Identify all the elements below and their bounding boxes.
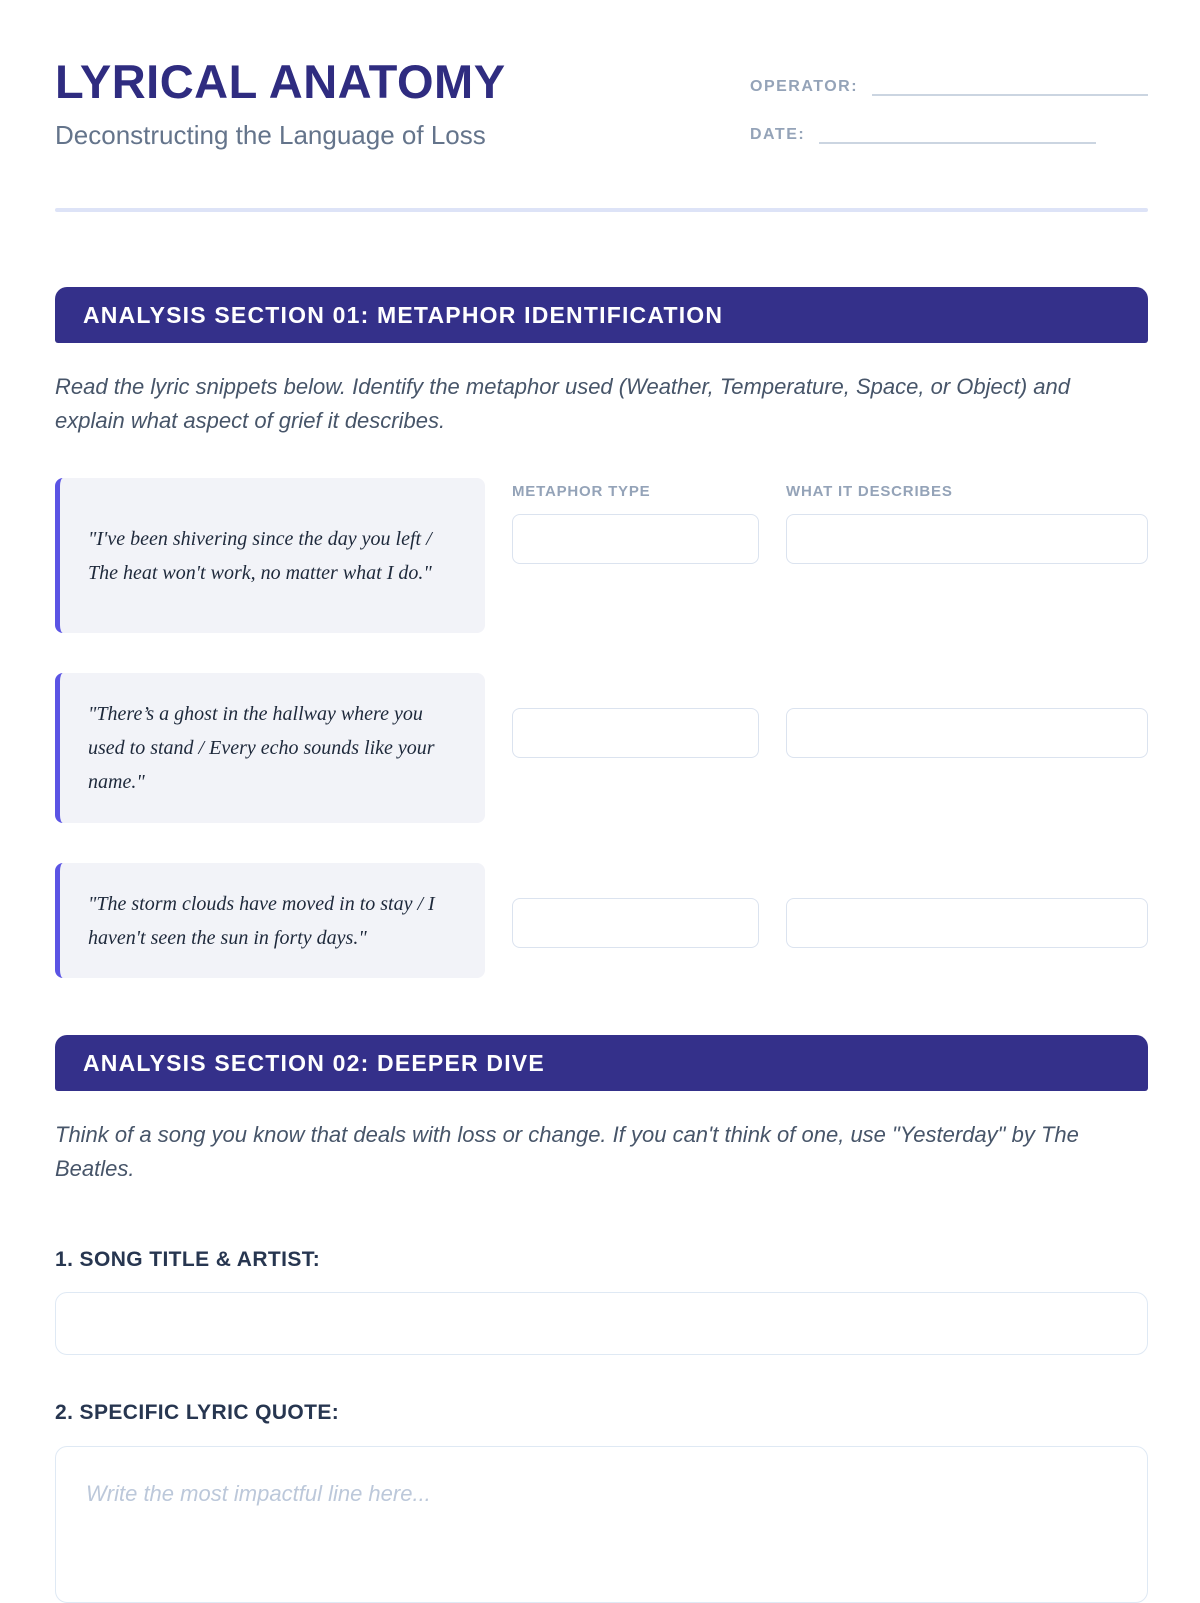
describes-input-3[interactable]	[786, 898, 1148, 948]
song-title-artist-input[interactable]	[55, 1292, 1148, 1355]
describes-input-1[interactable]	[786, 514, 1148, 564]
describes-field-2	[786, 673, 1148, 823]
operator-write-in-line[interactable]	[872, 72, 1148, 96]
lyric-quote-1: "I've been shivering since the day you left / The heat won't work, no matter what I do."	[55, 478, 485, 633]
section2-header-bar: ANALYSIS SECTION 02: DEEPER DIVE	[55, 1035, 1148, 1091]
page-title: LYRICAL ANATOMY	[55, 55, 506, 108]
metaphor-type-input-1[interactable]	[512, 514, 759, 564]
specific-lyric-quote-label: 2. SPECIFIC LYRIC QUOTE:	[55, 1401, 340, 1425]
header-divider	[55, 208, 1148, 212]
metaphor-grid	[55, 478, 1148, 978]
date-row	[750, 120, 1148, 144]
describes-input-2[interactable]	[786, 708, 1148, 758]
operator-label: OPERATOR:	[750, 78, 859, 95]
lyric-quote-2: "There’s a ghost in the hallway where you used to stand / Every echo sounds like your name."	[55, 673, 485, 823]
date-label: DATE:	[750, 126, 806, 143]
section1-header-bar: ANALYSIS SECTION 01: METAPHOR IDENTIFICATION	[55, 287, 1148, 343]
what-it-describes-column-header: WHAT IT DESCRIBES	[786, 483, 953, 501]
page-subtitle: Deconstructing the Language of Loss	[55, 120, 486, 150]
metaphor-type-input-2[interactable]	[512, 708, 759, 758]
metaphor-type-input-3[interactable]	[512, 898, 759, 948]
metaphor-type-field-1	[512, 478, 759, 633]
metaphor-type-column-header: METAPHOR TYPE	[512, 483, 651, 501]
song-title-artist-label: 1. SONG TITLE & ARTIST:	[55, 1248, 321, 1272]
describes-field-1	[786, 478, 1148, 633]
lyric-quote-3: "The storm clouds have moved in to stay / I haven't seen the sun in forty days."	[55, 863, 485, 978]
metaphor-type-field-3	[512, 863, 759, 978]
specific-lyric-quote-textarea[interactable]	[55, 1446, 1148, 1603]
header-title-block	[55, 55, 506, 151]
describes-field-3	[786, 863, 1148, 978]
metaphor-type-field-2	[512, 673, 759, 823]
operator-row	[750, 72, 1148, 96]
date-write-in-line[interactable]	[819, 120, 1096, 144]
section1-instructions: Read the lyric snippets below. Identify the metaphor used (Weather, Temperature, Space, or Object) and explain what aspect of grief it describes.	[55, 374, 1071, 434]
section2-instructions: Think of a song you know that deals with loss or change. If you can't think of one, use "Yesterday" by The Beatles.	[55, 1122, 1079, 1182]
header-meta-block	[750, 58, 1148, 168]
page-header	[55, 55, 1148, 168]
